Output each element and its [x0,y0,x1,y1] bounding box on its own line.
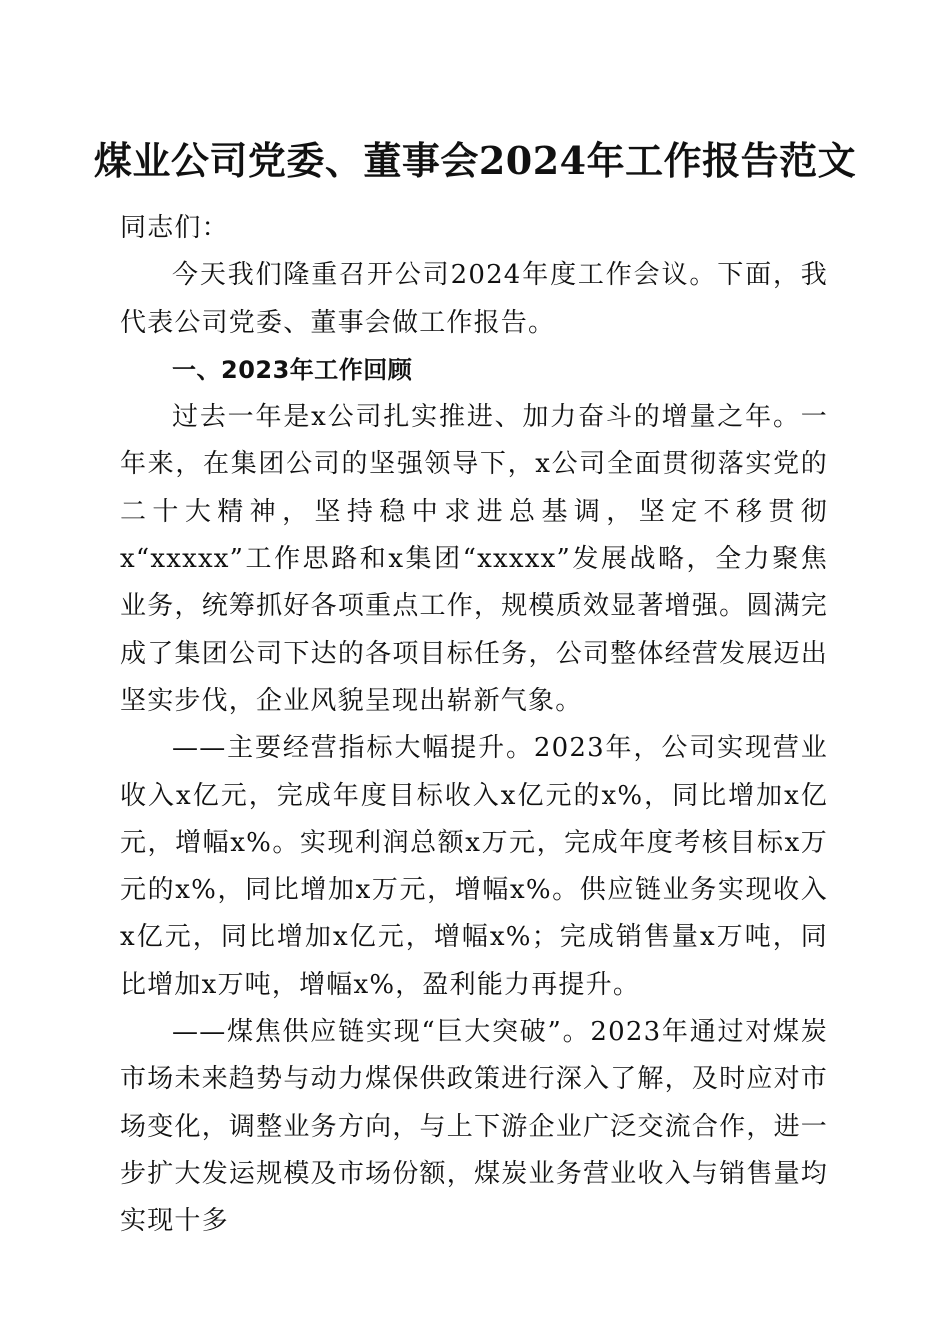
section-heading-2023-review: 一、2023年工作回顾 [172,355,413,384]
paragraph-supply-chain: ——煤焦供应链实现“巨大突破”。2023年通过对煤炭市场未来趋势与动力煤保供政策进行深入了解，及时应对市场变化，调整业务方向，与上下游企业广泛交流合作，进一步扩大发运规模及市场份额，煤炭业务营业收入与销售量均实现十多 [120,1017,828,1237]
paragraph-year-overview: 过去一年是x公司扎实推进、加力奋斗的增量之年。一年来，在集团公司的坚强领导下，x公司全面贯彻落实党的二十大精神，坚持稳中求进总基调，坚定不移贯彻x“xxxxx”工作思路和x集团“xxxxx”发展战略，全力聚焦业务，统筹抓好各项重点工作，规模质效显著增强。圆满完成了集团公司下达的各项目标任务，公司整体经营发展迈出坚实步伐，企业风貌呈现出崭新气象。 [120,402,828,716]
salutation: 同志们： [120,213,229,243]
paragraph-opening: 今天我们隆重召开公司2024年度工作会议。下面，我代表公司党委、董事会做工作报告。 [120,260,828,338]
document-title: 煤业公司党委、董事会2024年工作报告范文 [93,138,857,183]
paragraph-business-indicators: ——主要经营指标大幅提升。2023年，公司实现营业收入x亿元，完成年度目标收入x亿元的x%，同比增加x亿元，增幅x%。实现利润总额x万元，完成年度考核目标x万元的x%，同比增加x万元，增幅x%。供应链业务实现收入x亿元，同比增加x亿元，增幅x%；完成销售量x万吨，同比增加x万吨，增幅x%，盈利能力再提升。 [120,733,828,1000]
document-body [120,205,828,1246]
